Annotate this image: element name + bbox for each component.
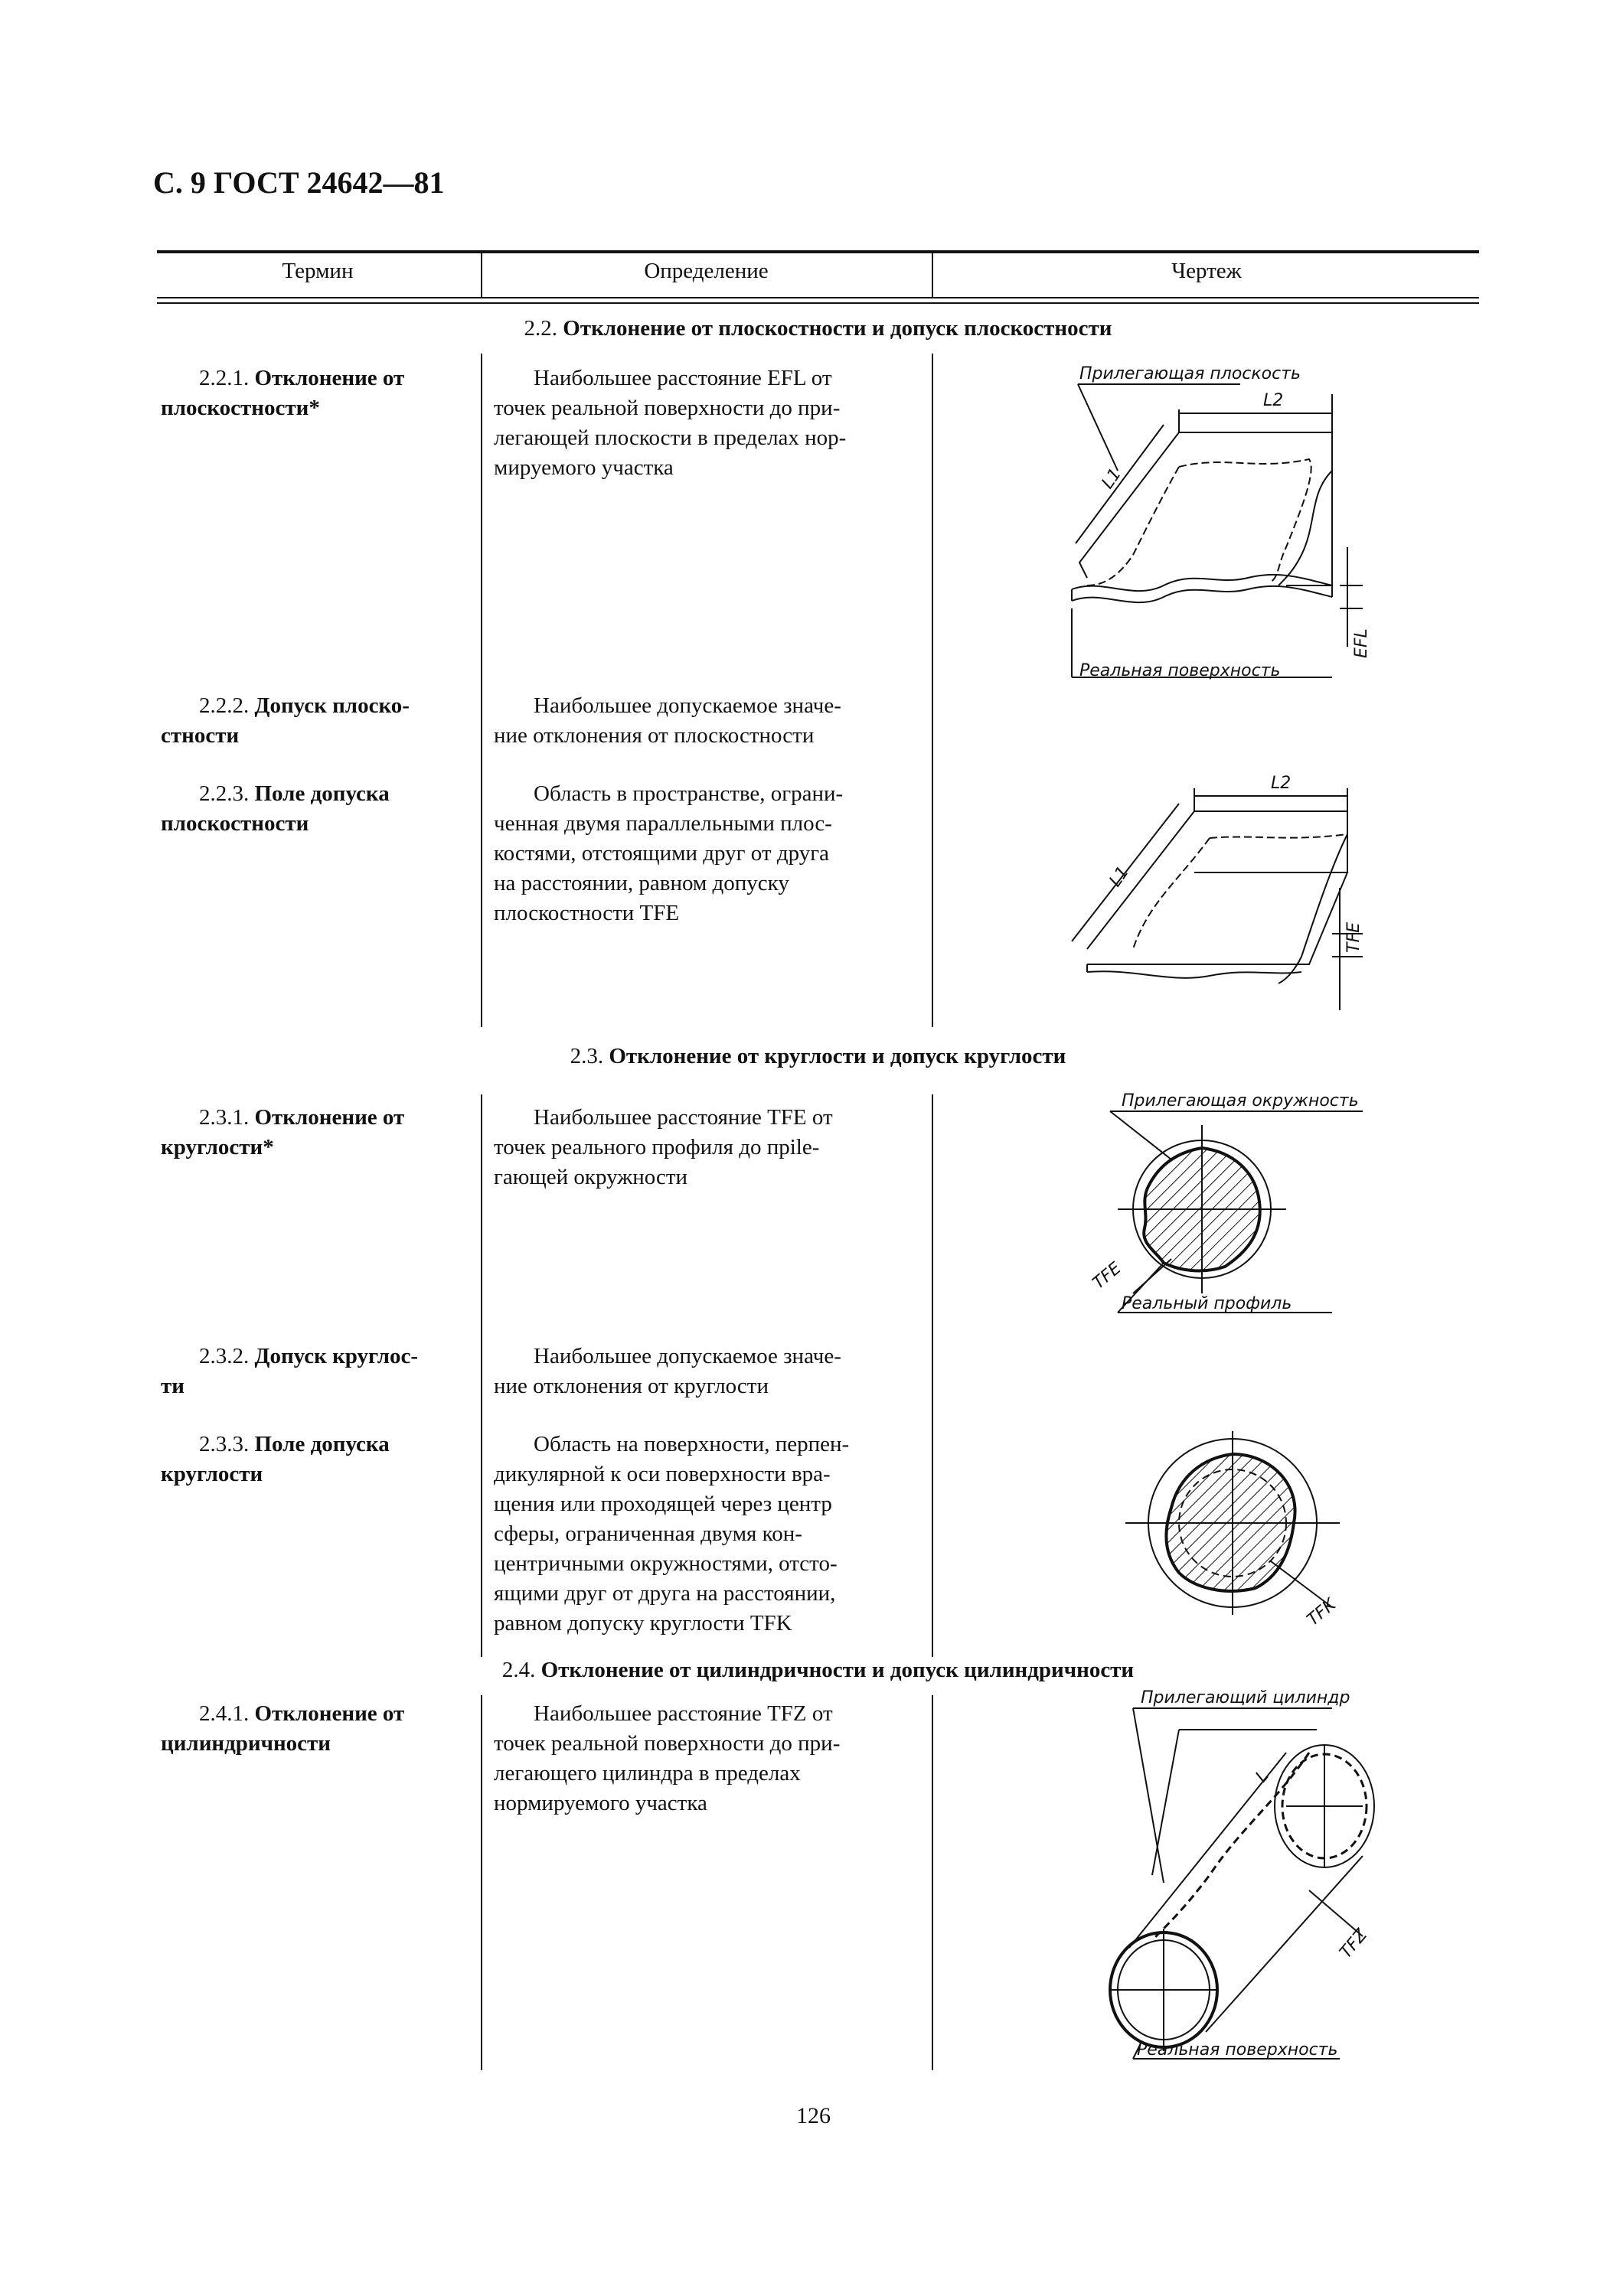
table-header-rule-1 [157,297,1479,298]
flatness-efl: EFL [1352,628,1371,658]
section-title-2-2: 2.2. Отклонение от плоскостности и допуск плоскостности [524,316,1112,341]
flatness-bottom-label: Реальная поверхность [1079,661,1281,680]
cylindricity-top-label: Прилегающий цилиндр [1141,1688,1350,1707]
page-number: 126 [796,2103,831,2128]
cylindricity-drawing [1087,1684,1409,2066]
header-divider-2 [932,252,933,298]
col-header-term: Термин [282,259,354,283]
table-header-rule-2 [157,302,1479,304]
term-2-3-1: 2.3.1. Отклонение от круглости* [161,1105,405,1159]
header-divider-1 [481,252,482,298]
term-2-4-1: 2.4.1. Отклонение от цилиндричности [161,1701,405,1756]
roundness-tfe: TFE [1089,1258,1125,1293]
section-title-2-3: 2.3. Отклонение от круглости и допуск круглости [570,1044,1066,1068]
flatness-deviation-drawing [1056,356,1378,685]
flatness-top-label: Прилегающая плоскость [1079,364,1301,383]
cylindricity-l: L [1252,1766,1273,1786]
term-2-3-2: 2.3.2. Допуск круглос- ти [161,1344,419,1398]
flatness-zone-drawing [1056,773,1378,1026]
definition-2-4-1: Наибольшее расстояние TFZ от точек реальной поверхности до при- легающего цилиндра в пределах нормируемого участка [494,1701,841,1815]
zone-tfe: TFE [1344,922,1363,953]
divider-2-3-a [481,1094,482,1657]
definition-2-2-3: Область в пространстве, ограни- ченная двумя параллельными плос- костями, отстоящими друг от друга на расстоянии, равном допуску плоскостности TFE [494,781,844,925]
definition-2-2-1: Наибольшее расстояние EFL от точек реальной поверхности до при- легающей плоскости в пределах нор- мируемого участка [494,366,847,480]
divider-2-4-b [932,1695,933,2070]
term-2-2-3: 2.2.3. Поле допуска плоскостности [161,781,390,836]
cylindricity-tfz: TFZ [1336,1926,1372,1962]
flatness-l1: L1 [1098,465,1125,493]
col-header-drawing: Чертеж [1171,259,1242,283]
roundness-top-label: Прилегающая окружность [1122,1091,1359,1110]
zone-l2: L2 [1271,774,1292,793]
definition-2-2-2: Наибольшее допускаемое значе- ние отклонения от плоскостности [494,693,841,748]
divider-2-2-a [481,354,482,1027]
roundness-tfk: TFK [1303,1595,1340,1630]
definition-2-3-1: Наибольшее расстояние TFE от точек реального профиля до прile- гающей окружности [494,1105,833,1189]
table-top-rule [157,250,1479,253]
term-2-3-3: 2.3.3. Поле допуска круглости [161,1432,390,1486]
flatness-l2: L2 [1263,391,1284,410]
roundness-deviation-drawing [1087,1087,1393,1324]
roundness-zone-drawing [1118,1424,1363,1653]
definition-2-3-3: Область на поверхности, перпен- дикулярной к оси поверхности вра- щения или проходящей через центр сферы, ограниченная двумя кон- центричными окружностями, отсто- ящими друг от друга на расстоянии, равном допуску круглости TFK [494,1432,850,1636]
cylindricity-bottom-label: Реальная поверхность [1137,2040,1338,2060]
section-title-2-4: 2.4. Отклонение от цилиндричности и допуск цилиндричности [501,1658,1135,1682]
term-2-2-1: 2.2.1. Отклонение от плоскостности* [161,366,405,420]
divider-2-3-b [932,1094,933,1657]
definition-2-3-2: Наибольшее допускаемое значе- ние отклонения от круглости [494,1344,841,1398]
col-header-definition: Определение [644,259,769,283]
term-2-2-2: 2.2.2. Допуск плоско- стности [161,693,410,748]
page-header: С. 9 ГОСТ 24642—81 [153,165,445,200]
divider-2-2-b [932,354,933,1027]
zone-l1: L1 [1105,863,1133,891]
roundness-bottom-label: Реальный профиль [1122,1294,1292,1313]
divider-2-4-a [481,1695,482,2070]
